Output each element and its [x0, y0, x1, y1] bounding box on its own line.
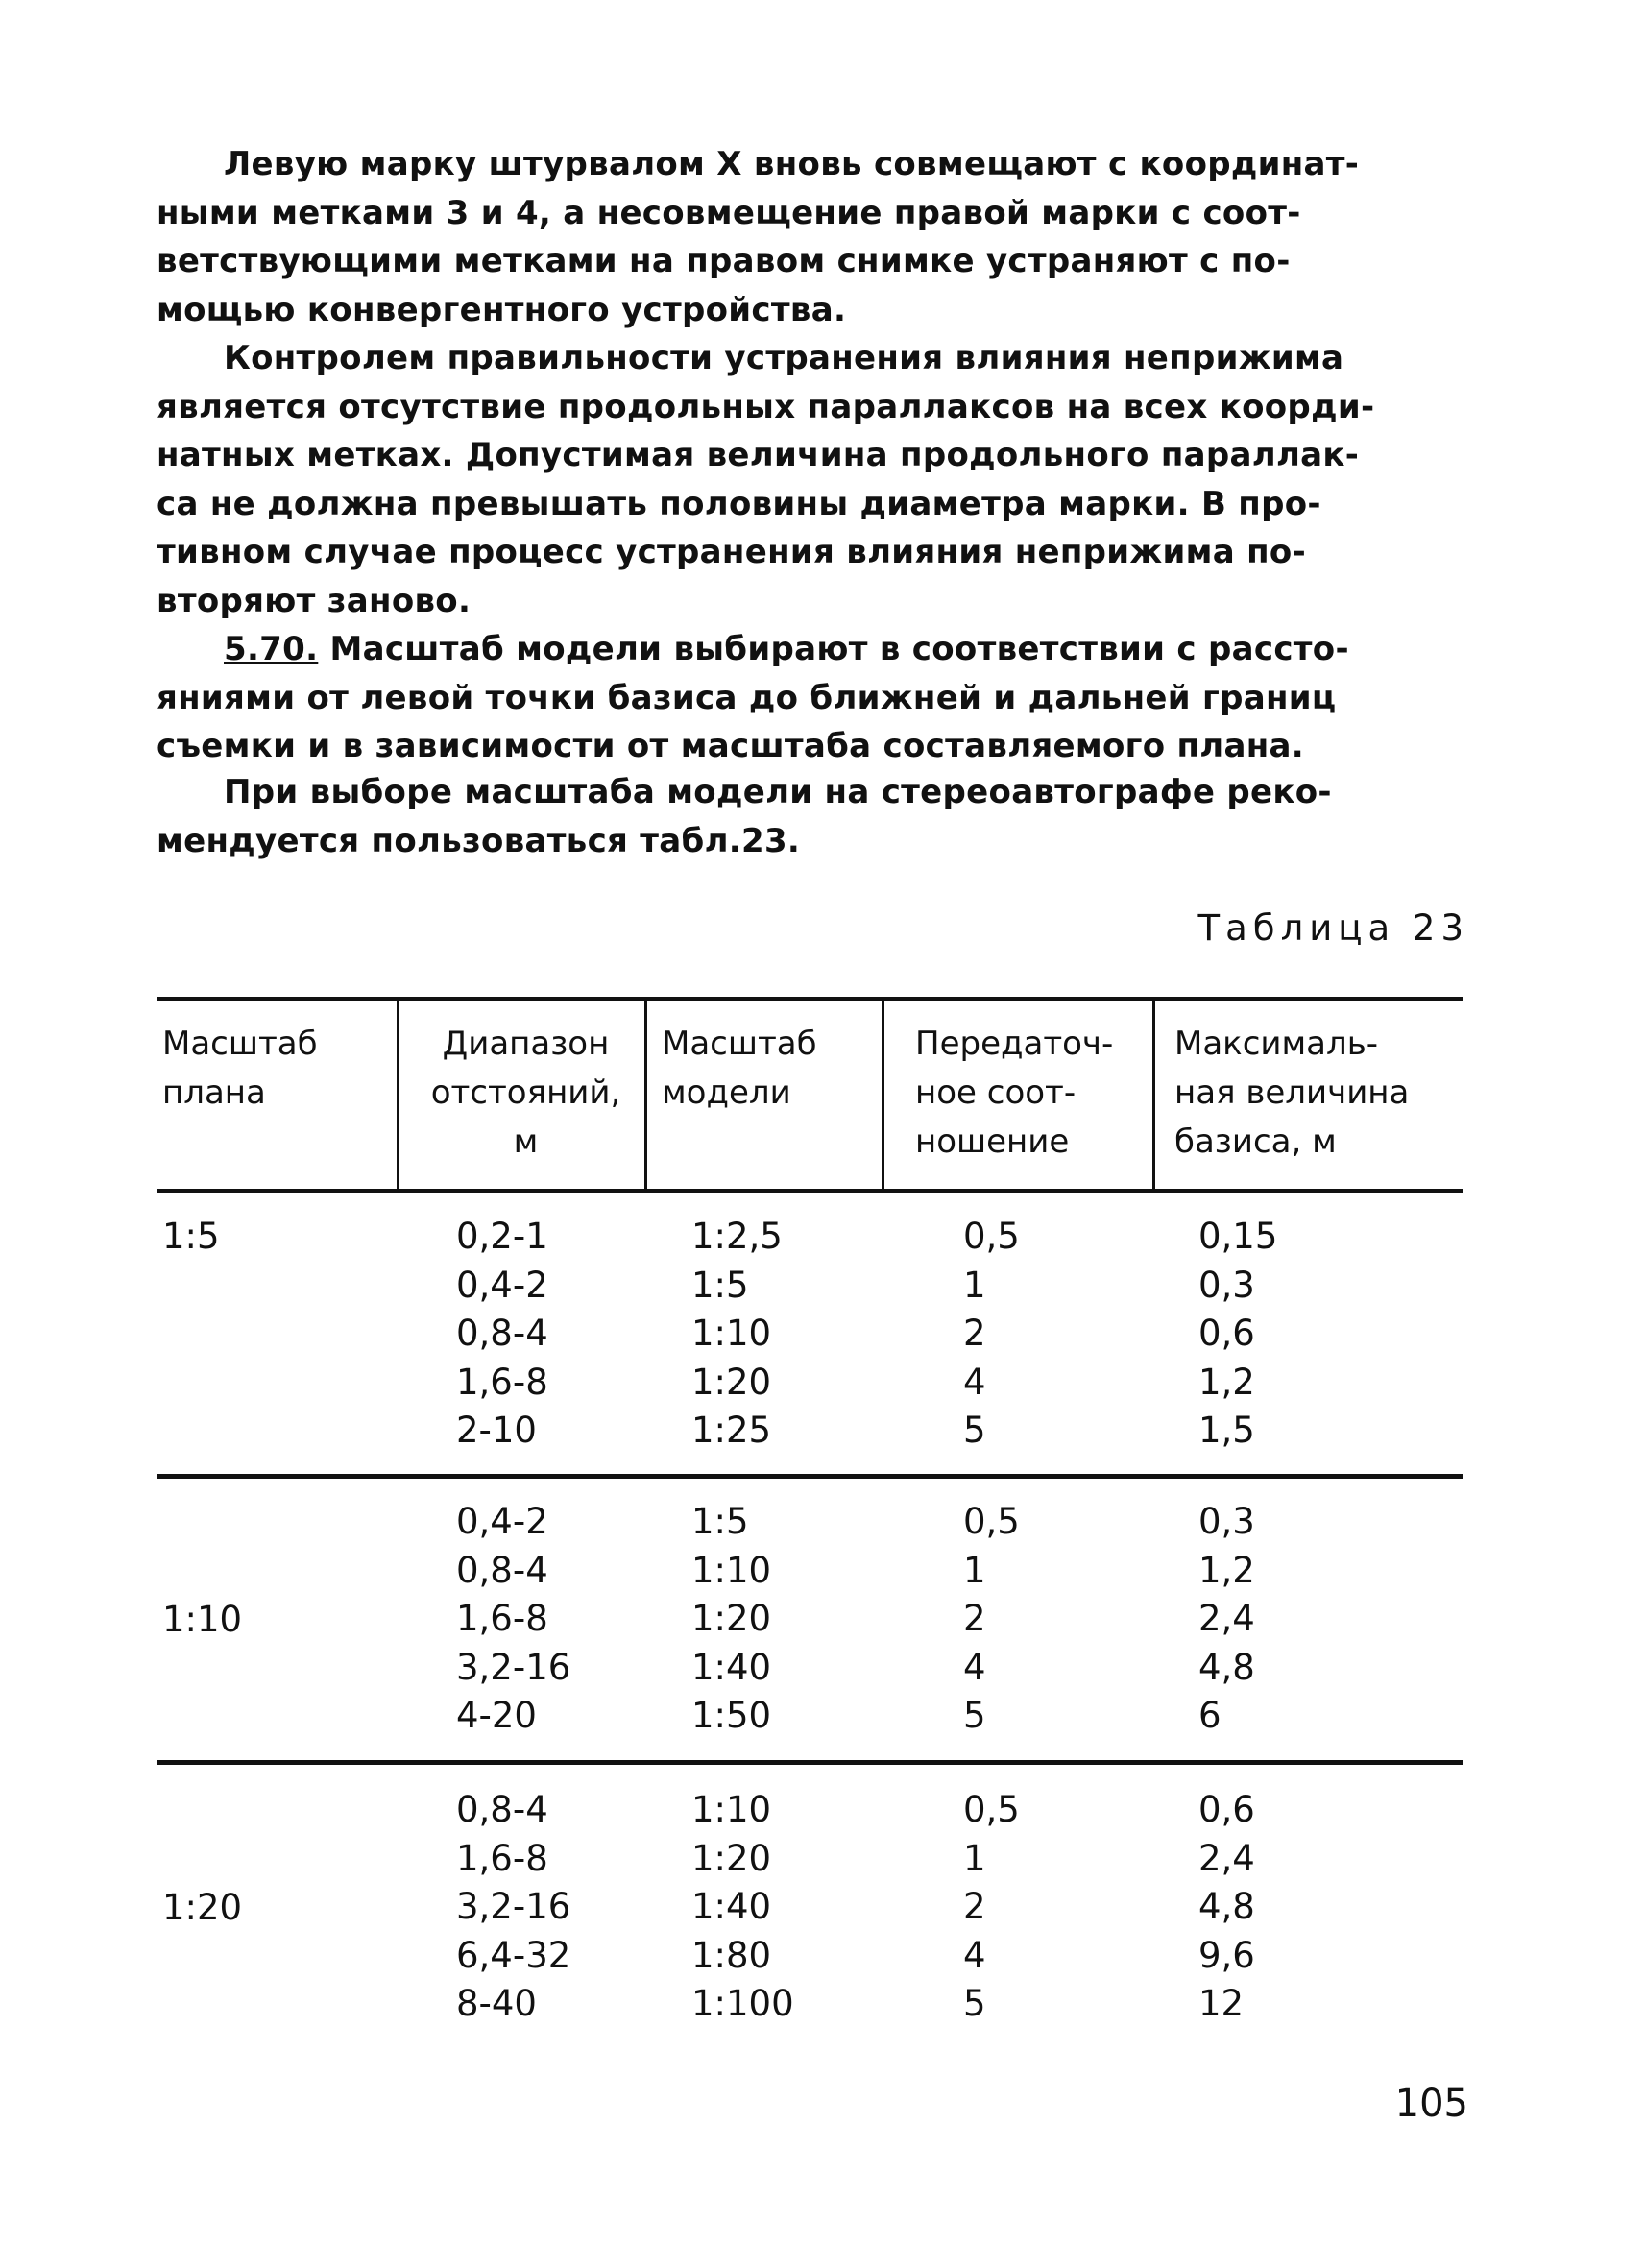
header-text: Передаточ-: [915, 1025, 1114, 1063]
text-line: съемки и в зависимости от масштаба составляемого плана.: [157, 727, 1304, 765]
text-line: са не должна превышать половины диаметра марки. В про-: [157, 484, 1321, 523]
table-cell: 3,2-16: [456, 1646, 571, 1688]
header-text: м: [513, 1122, 539, 1161]
text-line: мощью конвергентного устройства.: [157, 290, 847, 329]
header-text: базиса, м: [1174, 1122, 1337, 1161]
table-caption: Таблица 23: [1197, 907, 1469, 949]
table-cell: 0,6: [1198, 1313, 1255, 1354]
table-cell: 4: [963, 1646, 986, 1688]
section-number: 5.70.: [224, 630, 319, 668]
text-line: ветствующими метками на правом снимке устраняют с по-: [157, 242, 1291, 280]
table-cell: 0,5: [963, 1216, 1020, 1257]
text-line: [157, 625, 1501, 674]
header-text: Масштаб: [162, 1025, 318, 1063]
model-column: [691, 1786, 794, 2029]
table-cell: 2,4: [1198, 1837, 1255, 1879]
table-cell: 1:25: [691, 1410, 772, 1451]
table-cell: 2-10: [456, 1410, 537, 1451]
table-cell: 0,8-4: [456, 1549, 548, 1591]
table-cell: 4: [963, 1361, 986, 1403]
table-cell: 1:10: [691, 1789, 772, 1830]
table-cell: 1:20: [691, 1598, 772, 1639]
table-cell: 1:10: [691, 1313, 772, 1354]
text-line: При выборе масштаба модели на стереоавтографе реко-: [224, 773, 1332, 811]
paragraph-3: [157, 625, 1501, 771]
plan-scale-cell: 1:10: [162, 1599, 243, 1640]
table-cell: 0,3: [1198, 1501, 1255, 1542]
table-cell: 0,8-4: [456, 1789, 548, 1830]
table-cell: 4-20: [456, 1695, 537, 1736]
text-line: Левую марку штурвалом X вновь совмещают с координат-: [224, 145, 1360, 183]
header-text: отстояний,: [430, 1074, 621, 1112]
header-text: Максималь-: [1174, 1025, 1379, 1063]
table-cell: 1:80: [691, 1934, 772, 1976]
base-column: [1198, 1786, 1255, 2029]
table-cell: 1,6-8: [456, 1361, 548, 1403]
table-cell: 1: [963, 1264, 986, 1306]
header-text: ное соот-: [915, 1074, 1077, 1112]
table-cell: 0,15: [1198, 1216, 1278, 1257]
text-line: вторяют заново.: [157, 581, 472, 620]
table-cell: 12: [1198, 1983, 1245, 2024]
model-column: [691, 1213, 783, 1456]
page-number: 105: [1394, 2082, 1468, 2126]
header-bottom-rule: [157, 1189, 1463, 1193]
header-model-scale: [662, 1020, 817, 1118]
table-cell: 1: [963, 1549, 986, 1591]
base-column: [1198, 1498, 1255, 1741]
header-text: модели: [662, 1074, 791, 1112]
header-column-rule: [1152, 997, 1155, 1191]
paragraph-4: [157, 768, 1501, 865]
model-column: [691, 1498, 771, 1741]
table-cell: 4,8: [1198, 1646, 1255, 1688]
plan-scale-cell: 1:5: [162, 1216, 220, 1257]
table-cell: 1:5: [691, 1501, 749, 1542]
table-cell: 1,6-8: [456, 1837, 548, 1879]
header-column-rule: [644, 997, 647, 1191]
table-cell: 5: [963, 1410, 986, 1451]
header-gear-ratio: [915, 1020, 1113, 1167]
table-cell: 5: [963, 1983, 986, 2024]
table-cell: 1: [963, 1837, 986, 1879]
plan-scale-cell: 1:20: [162, 1887, 243, 1928]
range-column: [456, 1213, 548, 1456]
table-cell: 4: [963, 1934, 986, 1976]
ratio-column: [963, 1498, 1020, 1741]
header-text: Диапазон: [442, 1025, 610, 1063]
header-max-base: [1174, 1020, 1409, 1167]
base-column: [1198, 1213, 1277, 1456]
table-cell: 0,4-2: [456, 1501, 548, 1542]
ratio-column: [963, 1786, 1020, 2029]
table-cell: 1,2: [1198, 1549, 1255, 1591]
header-text: плана: [162, 1074, 266, 1112]
range-column: [456, 1786, 570, 2029]
header-column-rule: [882, 997, 884, 1191]
table-cell: 0,3: [1198, 1264, 1255, 1306]
table-cell: 1:5: [691, 1264, 749, 1306]
table-cell: 1:50: [691, 1695, 772, 1736]
table-cell: 1:2,5: [691, 1216, 783, 1257]
table-cell: 6: [1198, 1695, 1222, 1736]
text-line: мендуется пользоваться табл.23.: [157, 821, 801, 860]
table-cell: 0,5: [963, 1789, 1020, 1830]
table-cell: 0,6: [1198, 1789, 1255, 1830]
text-line: ными метками 3 и 4, а несовмещение правой марки с соот-: [157, 193, 1301, 232]
text-line: яниями от левой точки базиса до ближней и дальней границ: [157, 678, 1337, 717]
paragraph-2: [157, 334, 1501, 625]
table-cell: 5: [963, 1695, 986, 1736]
header-column-rule: [397, 997, 399, 1191]
table-cell: 2: [963, 1886, 986, 1927]
table-cell: 2: [963, 1598, 986, 1639]
group-separator-rule: [157, 1474, 1463, 1479]
ratio-column: [963, 1213, 1020, 1456]
table-cell: 1,5: [1198, 1410, 1255, 1451]
table-cell: 1,6-8: [456, 1598, 548, 1639]
table-cell: 3,2-16: [456, 1886, 571, 1927]
table-cell: 8-40: [456, 1983, 537, 2024]
table-cell: 0,2-1: [456, 1216, 548, 1257]
header-text: ношение: [915, 1122, 1070, 1161]
header-plan-scale: [162, 1020, 318, 1118]
table-top-rule: [157, 997, 1463, 1001]
table-cell: 0,8-4: [456, 1313, 548, 1354]
header-text: Масштаб: [662, 1025, 817, 1063]
text-line: тивном случае процесс устранения влияния неприжима по-: [157, 533, 1307, 571]
table-cell: 1:40: [691, 1646, 772, 1688]
group-separator-rule: [157, 1760, 1463, 1765]
table-cell: 1:20: [691, 1361, 772, 1403]
text-line: является отсутствие продольных параллаксов на всех коорди-: [157, 387, 1375, 426]
paragraph-1: [157, 140, 1501, 334]
text-line: натных метках. Допустимая величина продольного параллак-: [157, 436, 1360, 474]
table-cell: 2: [963, 1313, 986, 1354]
table-cell: 0,4-2: [456, 1264, 548, 1306]
table-cell: 1:20: [691, 1837, 772, 1879]
scale-table: [157, 997, 1453, 2053]
table-cell: 9,6: [1198, 1934, 1255, 1976]
table-cell: 1:10: [691, 1549, 772, 1591]
table-cell: 1,2: [1198, 1361, 1255, 1403]
text-line: Контролем правильности устранения влияния неприжима: [224, 339, 1344, 377]
table-cell: 1:40: [691, 1886, 772, 1927]
table-cell: 4,8: [1198, 1886, 1255, 1927]
range-column: [456, 1498, 570, 1741]
table-cell: 6,4-32: [456, 1934, 571, 1976]
header-text: ная величина: [1174, 1074, 1410, 1112]
table-cell: 0,5: [963, 1501, 1020, 1542]
header-distance-range: [418, 1020, 634, 1167]
table-cell: 1:100: [691, 1983, 794, 2024]
table-cell: 2,4: [1198, 1598, 1255, 1639]
text-fragment: Масштаб модели выбирают в соответствии с рассто-: [318, 630, 1349, 668]
